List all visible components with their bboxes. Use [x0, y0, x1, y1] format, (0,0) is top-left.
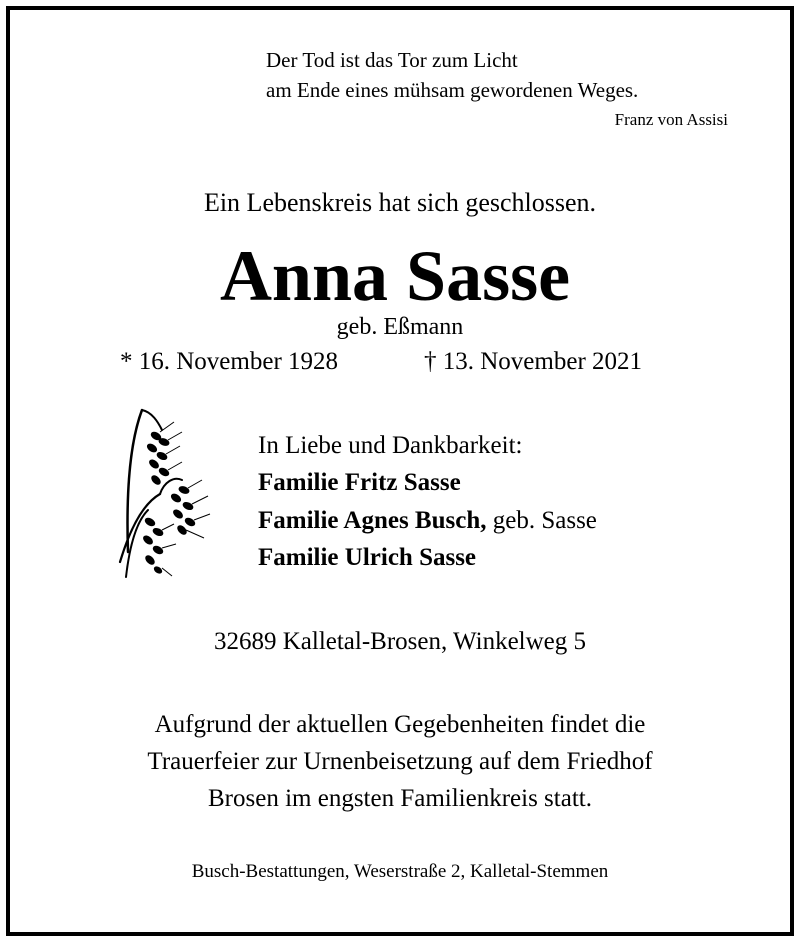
family-1	[258, 470, 461, 495]
address: 32689 Kalletal-Brosen, Winkelweg 5	[213, 628, 587, 655]
death-date: † 13. November 2021	[424, 348, 643, 375]
birth-date: * 16. November 1928	[120, 348, 339, 375]
notice-line-1: Aufgrund der aktuellen Gegebenheiten findet die	[154, 711, 646, 738]
intro-text: Ein Lebenskreis hat sich geschlossen.	[203, 188, 597, 217]
family-2-name: Familie Agnes Busch,	[258, 507, 487, 534]
quote-author: Franz von Assisi	[614, 110, 728, 129]
deceased-name: Anna Sasse	[219, 236, 571, 316]
mourners-heading: In Liebe und Dankbarkeit:	[258, 432, 523, 459]
family-3	[258, 545, 476, 570]
notice-line-2: Trauerfeier zur Urnenbeisetzung auf dem Friedhof	[147, 748, 653, 775]
quote-line-2: am Ende eines mühsam gewordenen Weges.	[266, 78, 639, 102]
wheat-ears-icon	[112, 402, 217, 592]
family-2	[258, 508, 597, 533]
undertaker-info: Busch-Bestattungen, Weserstraße 2, Kalletal-Stemmen	[191, 861, 609, 882]
family-1-name: Familie Fritz Sasse	[258, 469, 461, 496]
family-2-suffix: geb. Sasse	[486, 507, 597, 534]
maiden-name: geb. Eßmann	[336, 314, 464, 340]
notice-line-3: Brosen im engsten Familienkreis statt.	[208, 785, 592, 812]
family-3-name: Familie Ulrich Sasse	[258, 544, 477, 571]
quote-line-1: Der Tod ist das Tor zum Licht	[266, 48, 518, 72]
